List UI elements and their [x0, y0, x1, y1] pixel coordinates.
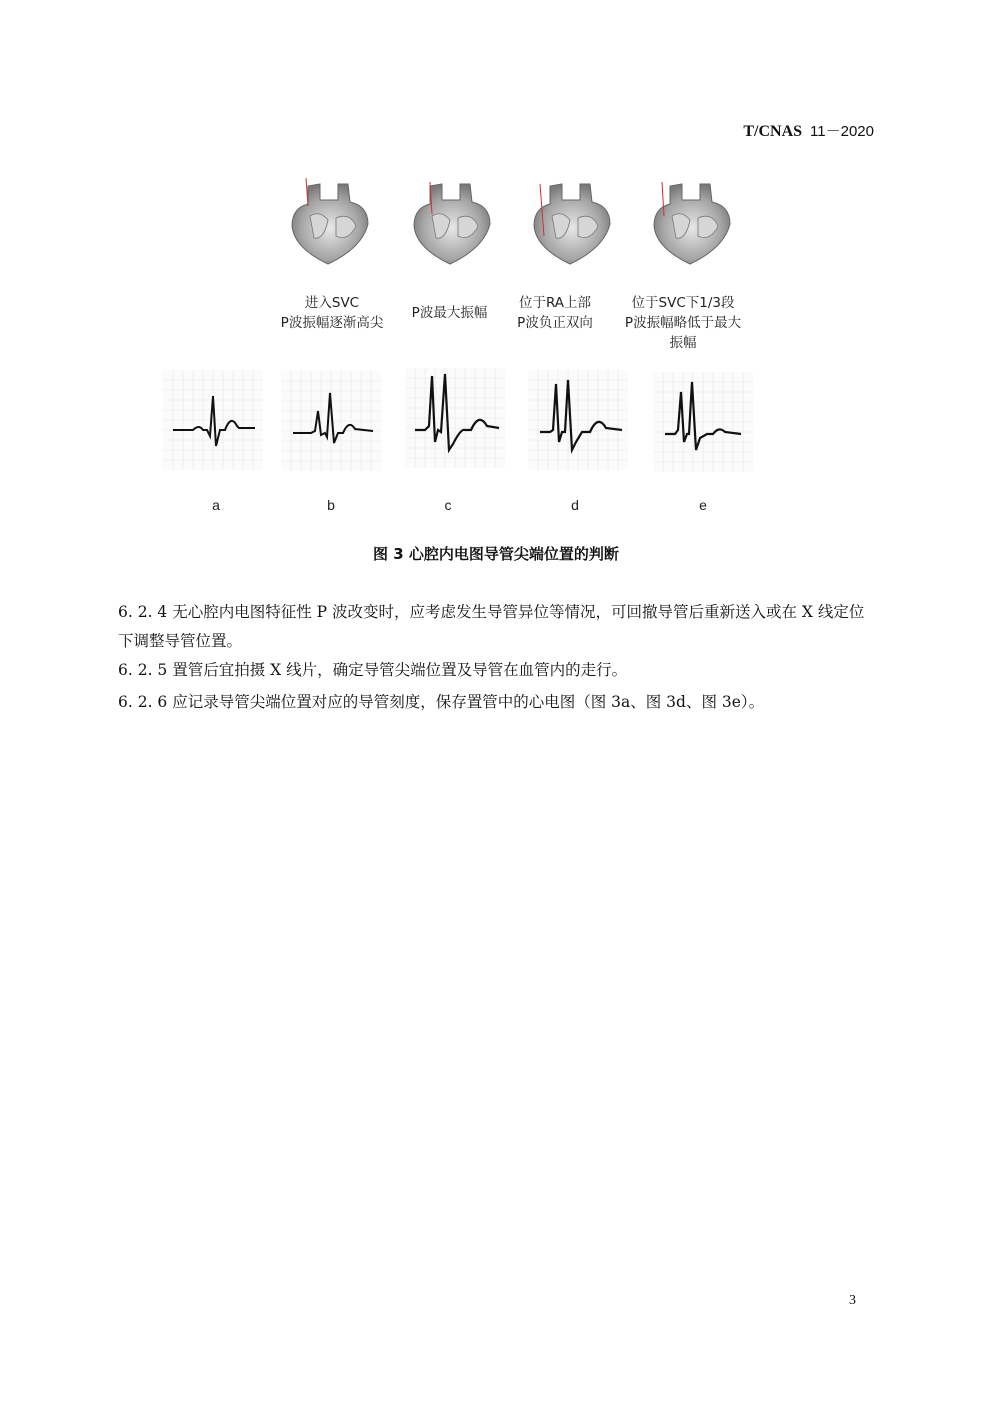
ecg-tracing-b: [281, 371, 381, 471]
paragraph-6-2-4: 6. 2. 4 无心腔内电图特征性 P 波改变时，应考虑发生导管异位等情况，可回撤导管后重新送入或在 X 线定位下调整导管位置。: [118, 603, 865, 650]
paragraph-6-2-6: 6. 2. 6 应记录导管尖端位置对应的导管刻度，保存置管中的心电图（图 3a、图 3d、图 3e）。: [118, 693, 765, 711]
ecg-label-d: d: [571, 497, 579, 513]
heart-diagram-2: [402, 176, 502, 268]
page-number: 3: [849, 1293, 856, 1308]
ecg-label-a: a: [212, 497, 220, 513]
ecg-tracing-d: [528, 370, 628, 470]
ecg-label-e: e: [699, 497, 707, 513]
caption-3: 位于RA上部 P波负正双向: [517, 295, 593, 331]
heart-diagram-3: [522, 176, 622, 268]
ecg-tracing-a: [163, 370, 263, 470]
caption-2: P波最大振幅: [411, 305, 488, 321]
paragraph-6-2-5: 6. 2. 5 置管后宜拍摄 X 线片，确定导管尖端位置及导管在血管内的走行。: [118, 661, 628, 679]
ecg-label-b: b: [327, 497, 335, 513]
figure-title: 图 3 心腔内电图导管尖端位置的判断: [373, 545, 619, 563]
caption-1: 进入SVC P波振幅逐渐高尖: [280, 295, 384, 331]
caption-4: 位于SVC下1/3段 P波振幅略低于最大 振幅: [624, 295, 742, 351]
ecg-tracing-e: [653, 372, 753, 472]
ecg-label-c: c: [444, 497, 452, 513]
ecg-tracing-c: [405, 368, 505, 468]
heart-diagram-1: [280, 176, 380, 268]
heart-diagram-4: [642, 176, 742, 268]
standard-code: T/CNAS 11－2020: [743, 123, 874, 140]
